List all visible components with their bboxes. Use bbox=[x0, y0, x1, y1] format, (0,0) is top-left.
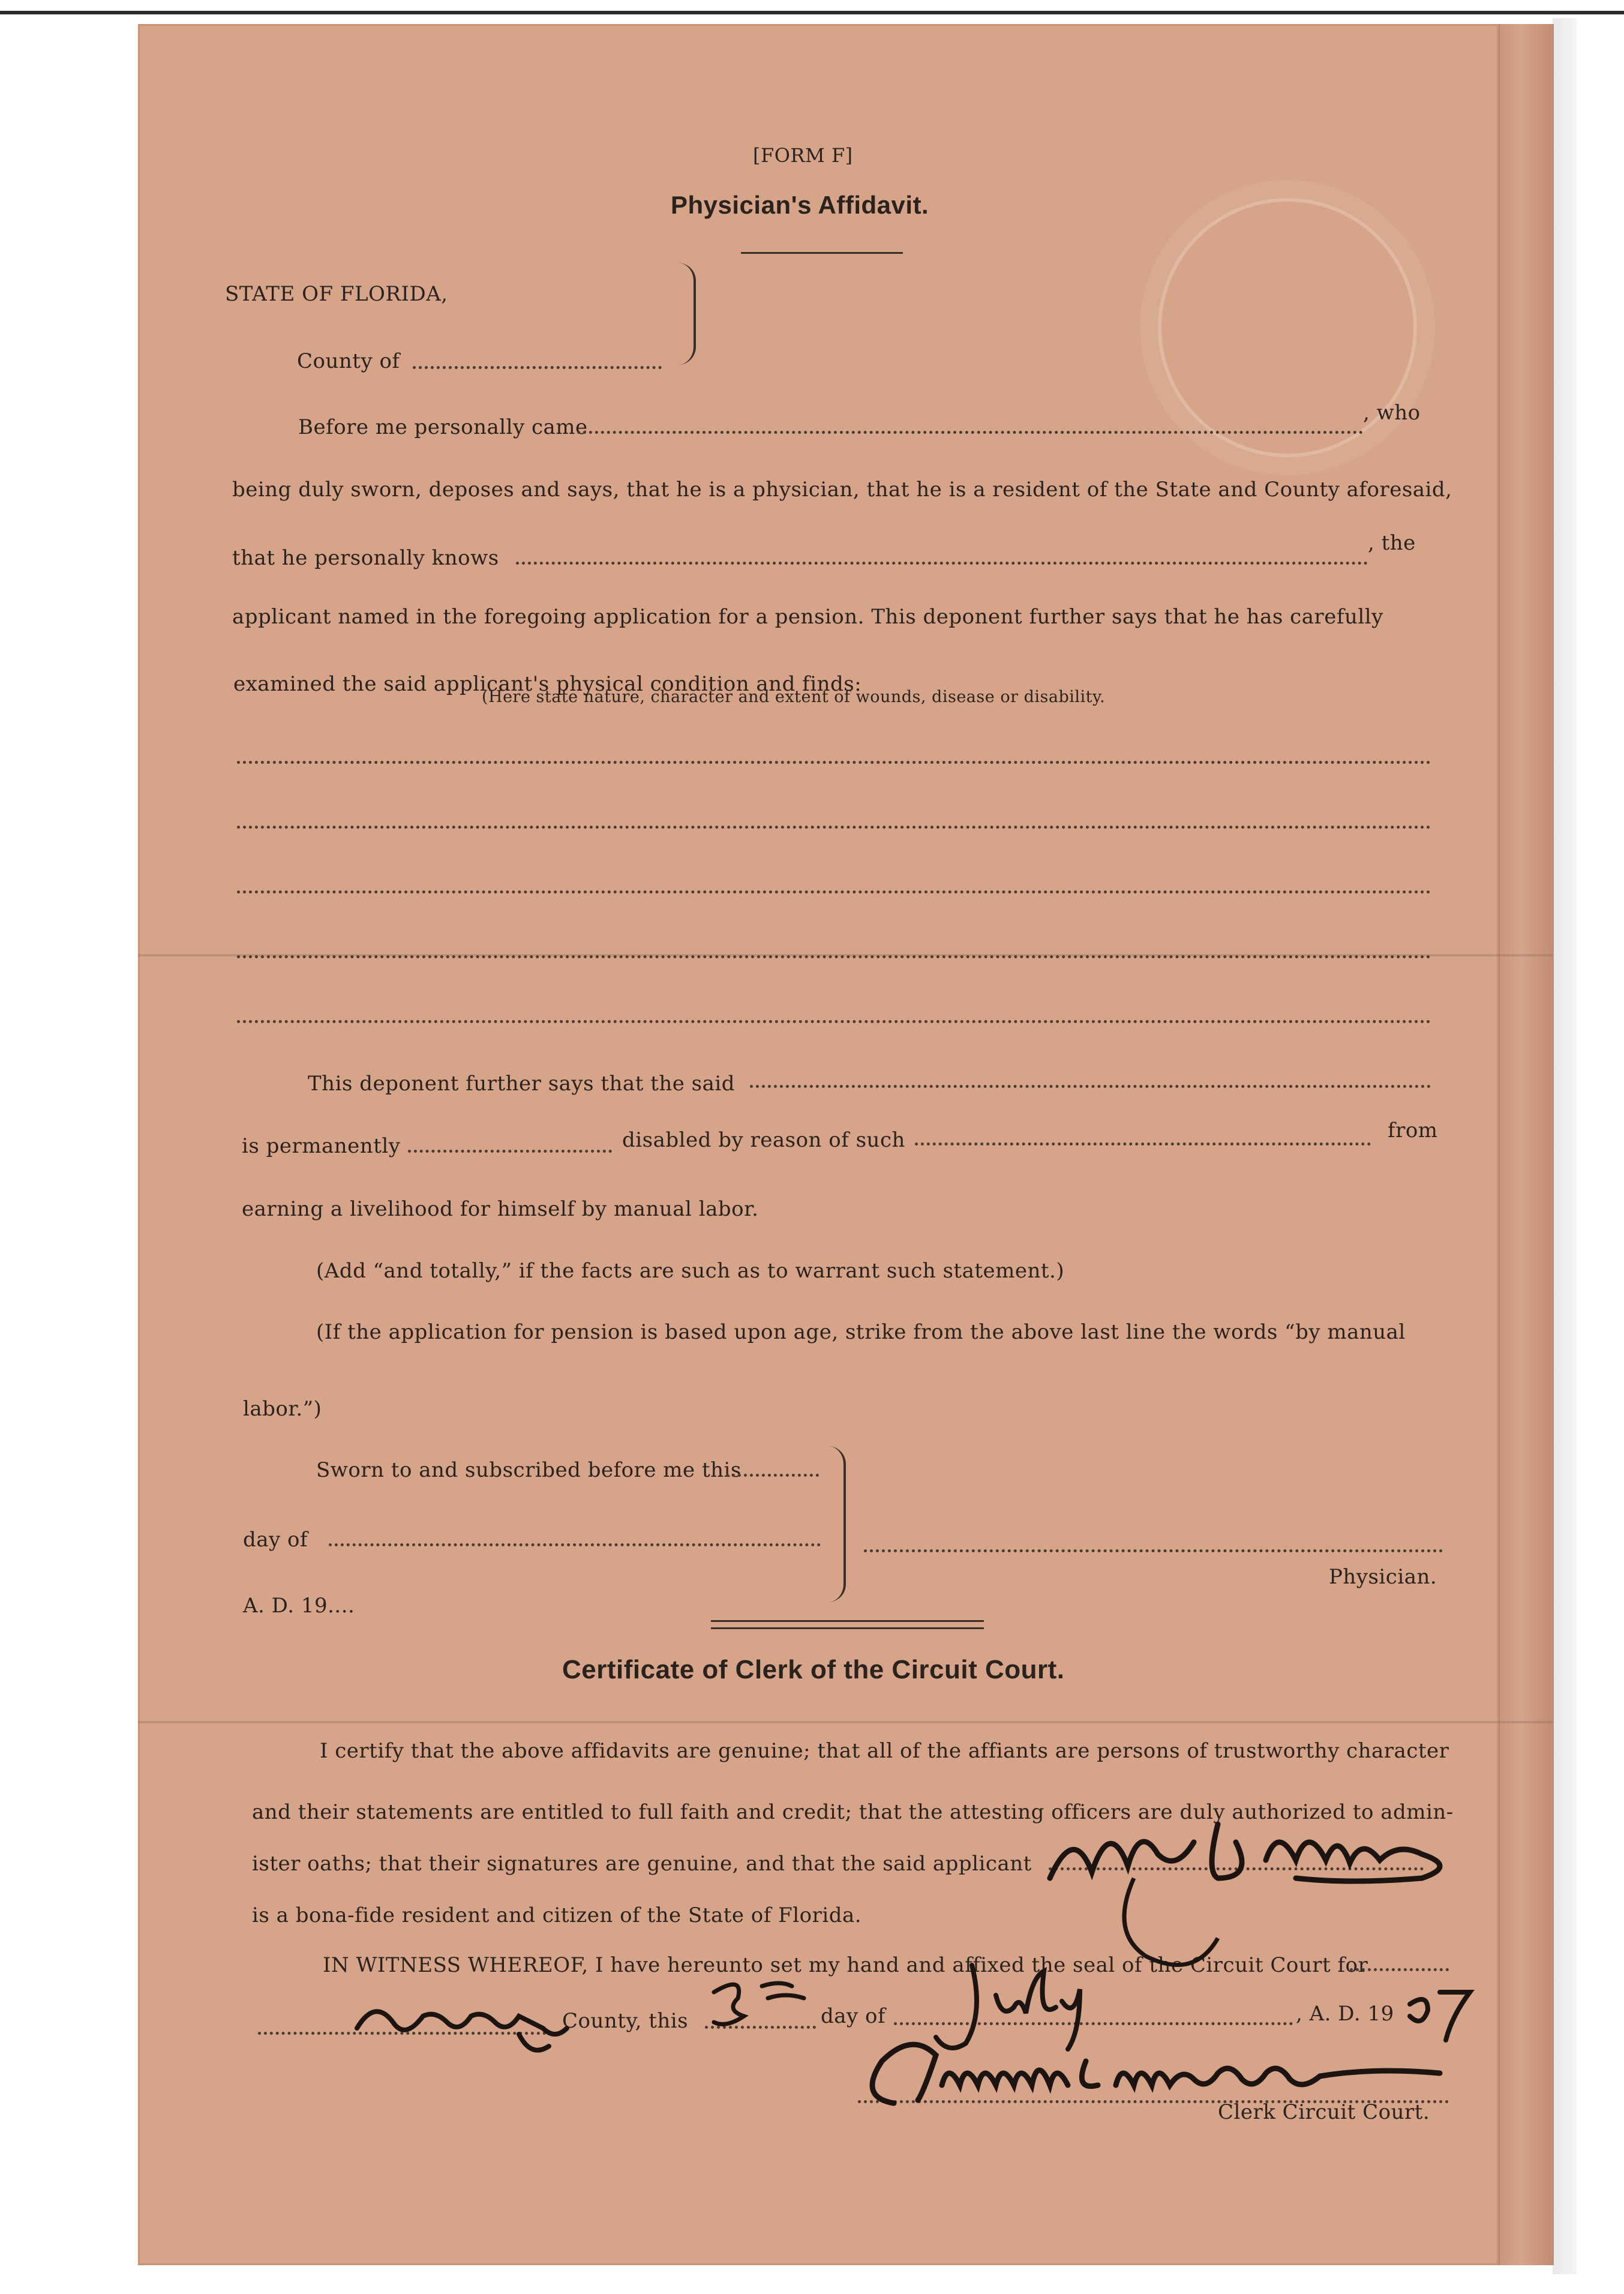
scan-edge bbox=[1553, 18, 1577, 2274]
ad-text: A. D. 19.... bbox=[243, 1594, 355, 1618]
county-handwriting bbox=[351, 1986, 579, 2067]
examined-line: examined the said applicant's physical condition and finds: bbox=[233, 672, 862, 696]
certificate-line: I certify that the above affidavits are genuine; that all of the affiants are persons of trustworthy character bbox=[320, 1739, 1449, 1763]
scan-top-border bbox=[0, 11, 1624, 14]
clerk-signature bbox=[846, 2025, 1446, 2118]
day-handwriting bbox=[702, 1968, 822, 2037]
before-me-text: Before me personally came bbox=[298, 415, 588, 439]
fold-line bbox=[138, 1721, 1553, 1723]
findings-line bbox=[237, 761, 1431, 764]
page-title: Physician's Affidavit. bbox=[671, 191, 929, 219]
sworn-line: being duly sworn, deposes and says, that he is a physician, that he is a resident of the State and County aforesaid, bbox=[232, 478, 1452, 502]
permanently-text: is permanently bbox=[242, 1134, 401, 1158]
certificate-line: is a bona-fide resident and citizen of the State of Florida. bbox=[252, 1903, 862, 1927]
physician-signature-line bbox=[864, 1549, 1443, 1552]
physician-label: Physician. bbox=[1329, 1565, 1437, 1589]
ad-text: , A. D. 19 bbox=[1296, 2002, 1394, 2026]
findings-line bbox=[237, 826, 1431, 829]
brace bbox=[678, 263, 696, 365]
disabled-text: disabled by reason of such bbox=[622, 1128, 905, 1152]
applicant-signature bbox=[1038, 1788, 1470, 1971]
disability-blank bbox=[915, 1142, 1371, 1145]
county-this-text: County, this bbox=[562, 2009, 689, 2033]
page-edge-folds bbox=[1499, 24, 1554, 2265]
clerk-label: Clerk Circuit Court. bbox=[1218, 2100, 1430, 2124]
county-line: County of bbox=[297, 349, 400, 373]
certificate-title: Certificate of Clerk of the Circuit Court. bbox=[562, 1655, 1065, 1684]
earning-line: earning a livelihood for himself by manual labor. bbox=[242, 1197, 759, 1221]
deponent-line: This deponent further says that the said bbox=[308, 1072, 736, 1096]
permanently-blank bbox=[408, 1150, 612, 1153]
from-text: from bbox=[1388, 1118, 1438, 1142]
title-rule bbox=[741, 252, 903, 254]
separator-rule bbox=[711, 1620, 984, 1622]
the-text: , the bbox=[1368, 531, 1416, 555]
month-blank bbox=[329, 1543, 821, 1546]
said-blank bbox=[750, 1085, 1431, 1088]
age-note: (If the application for pension is based upon age, strike from the above last line the words “by manual bbox=[316, 1320, 1406, 1344]
add-totally-note: (Add “and totally,” if the facts are such as to warrant such statement.) bbox=[316, 1259, 1065, 1283]
brace bbox=[828, 1446, 846, 1602]
who-text: , who bbox=[1363, 401, 1421, 425]
sworn-day-blank bbox=[726, 1474, 819, 1477]
name-blank bbox=[577, 431, 1363, 434]
age-note-end: labor.”) bbox=[243, 1397, 322, 1421]
here-state-note: (Here state nature, character and extent of wounds, disease or disability. bbox=[482, 688, 1106, 706]
applicant-blank bbox=[516, 562, 1368, 565]
findings-line bbox=[237, 1020, 1431, 1023]
sworn-text: Sworn to and subscribed before me this bbox=[316, 1458, 742, 1482]
knows-text: that he personally knows bbox=[232, 546, 499, 570]
certificate-line: ister oaths; that their signatures are genuine, and that the said applicant bbox=[252, 1852, 1032, 1876]
separator-rule bbox=[711, 1627, 984, 1629]
county-blank bbox=[413, 366, 662, 369]
day-of-text: day of bbox=[243, 1528, 308, 1552]
witness-line: IN WITNESS WHEREOF, I have hereunto set my hand and affixed the seal of the Circuit Court for bbox=[323, 1953, 1368, 1977]
certificate-line: and their statements are entitled to full faith and credit; that the attesting officers are duly authorized to admin- bbox=[252, 1800, 1454, 1824]
day-of-text: day of bbox=[821, 2004, 886, 2028]
form-label: [FORM F] bbox=[753, 144, 853, 167]
state-line: STATE OF FLORIDA, bbox=[225, 282, 448, 306]
applicant-line: applicant named in the foregoing application for a pension. This deponent further says that he has carefully bbox=[232, 605, 1383, 629]
findings-line bbox=[237, 890, 1431, 893]
findings-line bbox=[237, 955, 1431, 958]
